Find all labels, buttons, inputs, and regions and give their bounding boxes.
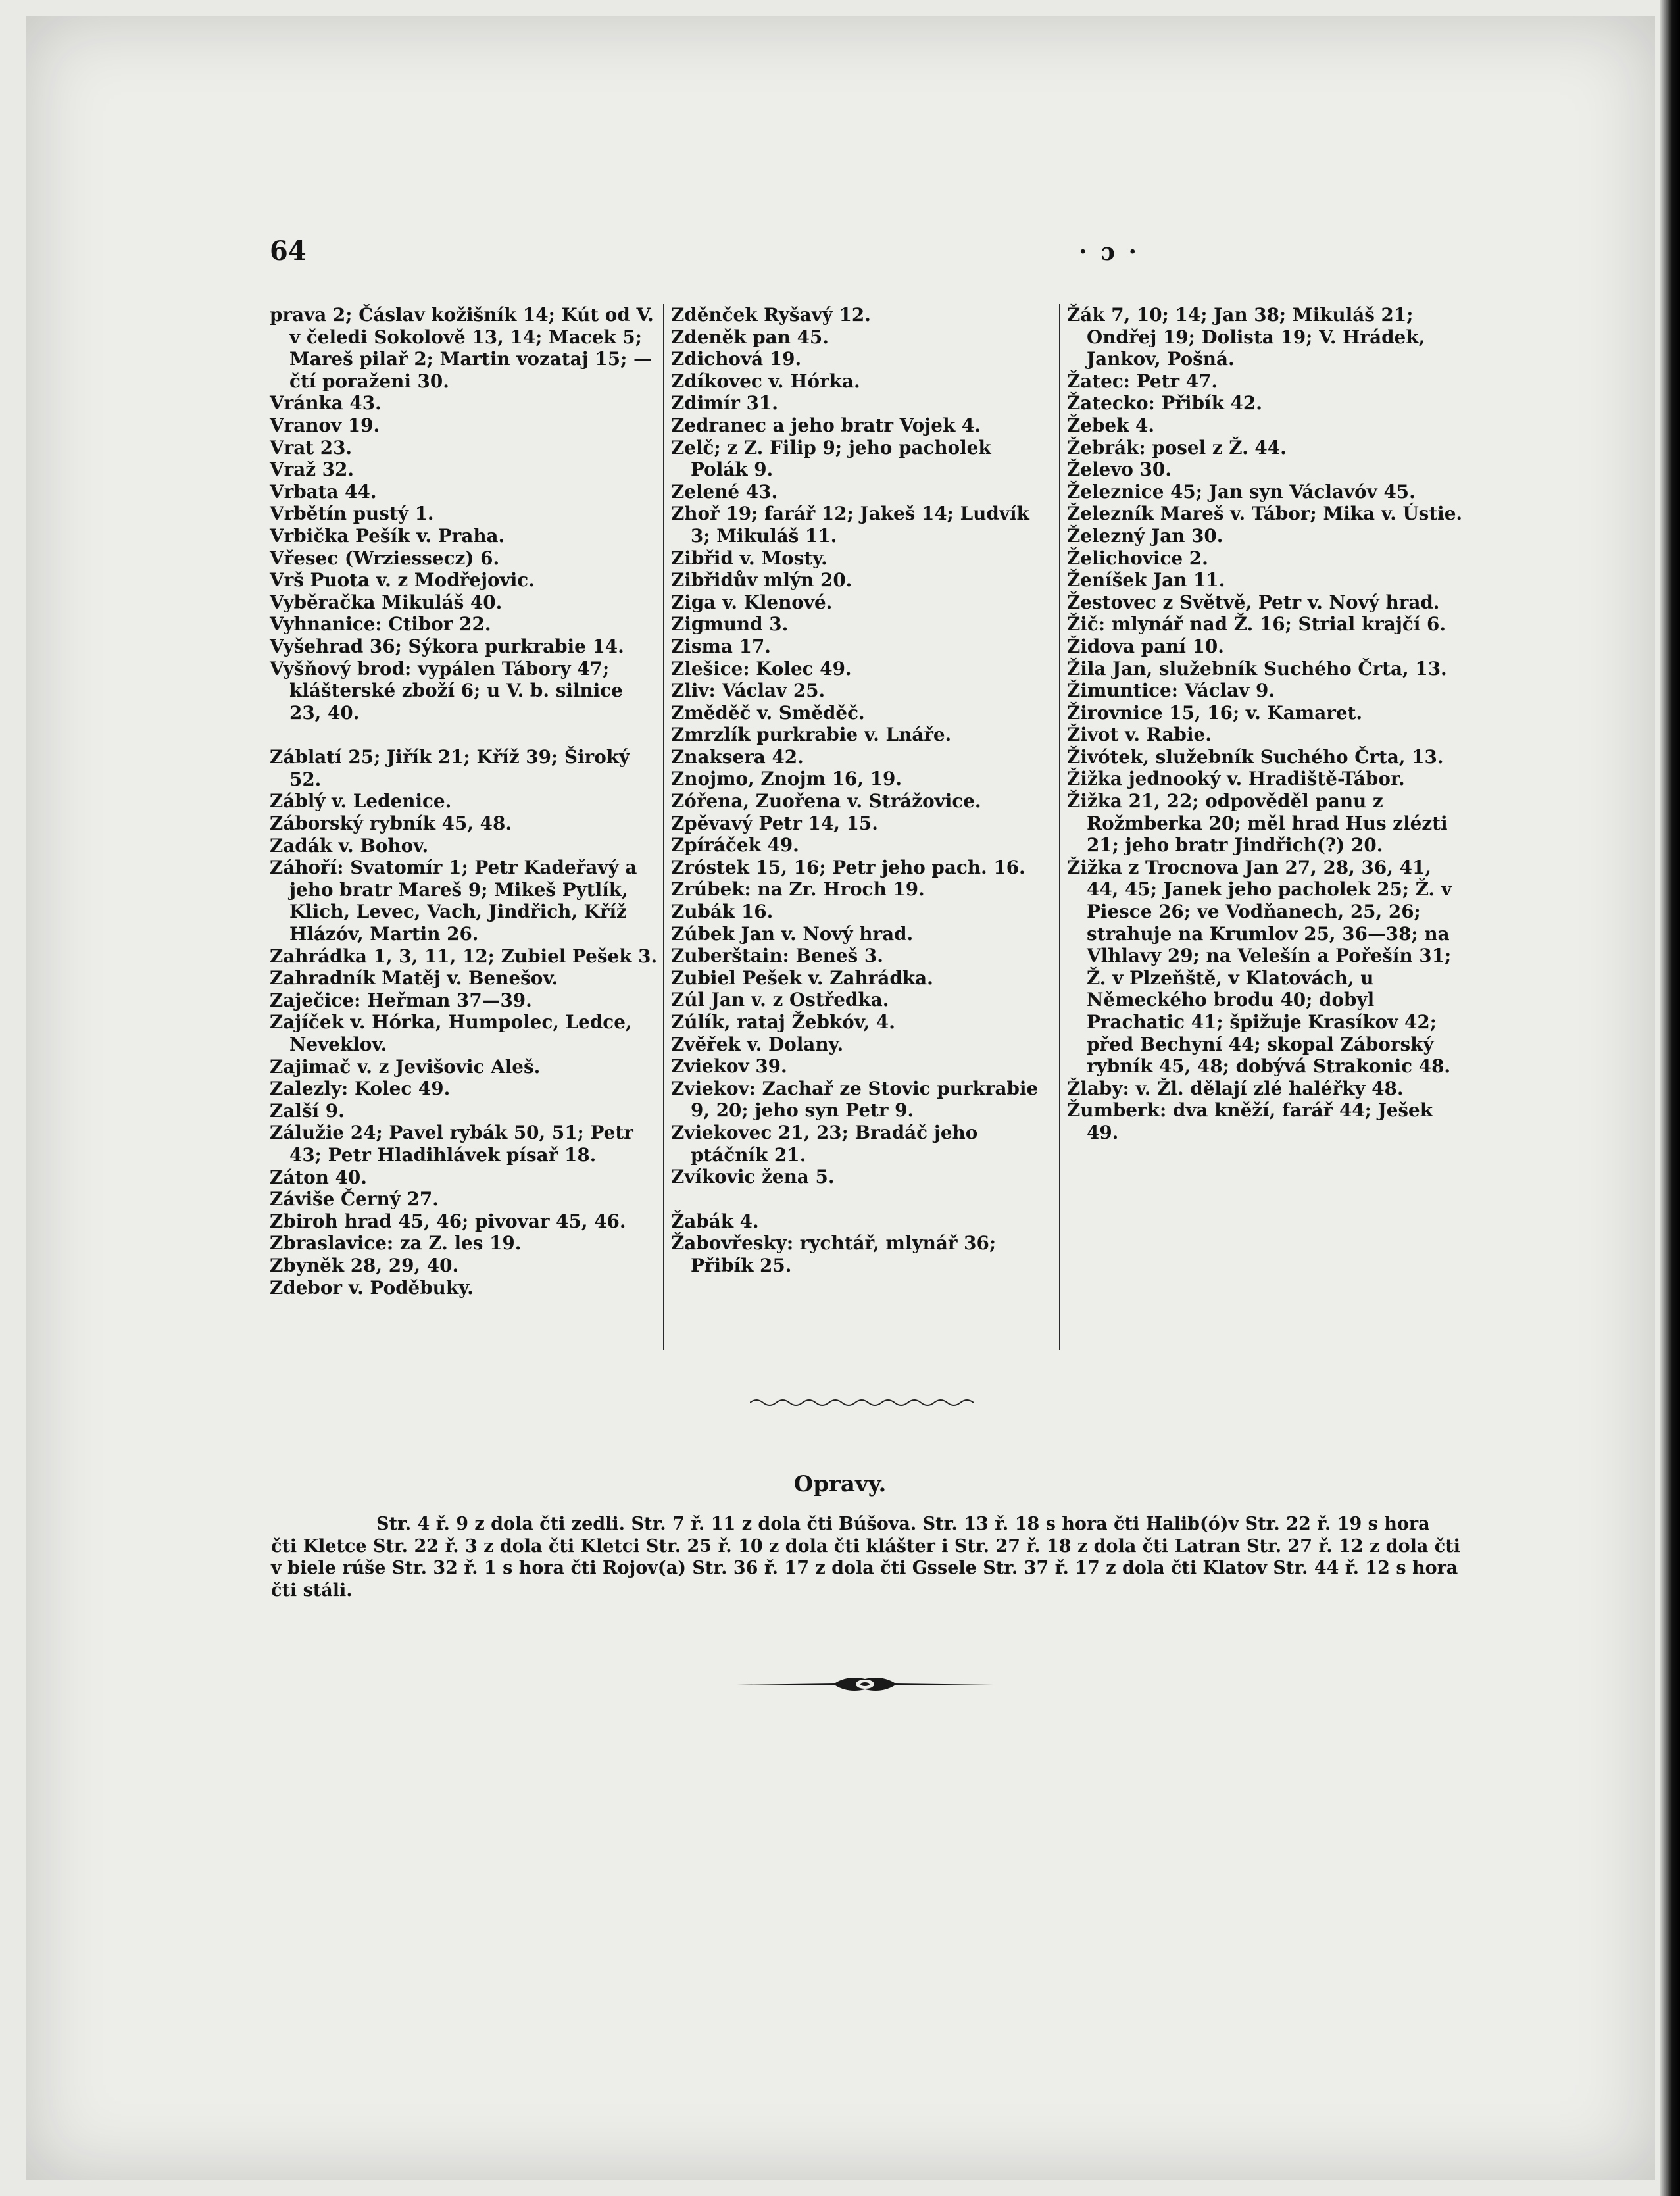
column-divider <box>1059 304 1060 1350</box>
index-entry: Žatec: Petr 47. <box>1067 370 1218 392</box>
index-entry: Záblatí 25; Jiřík 21; Kříž 39; Široký 52. <box>270 746 630 790</box>
index-entry: Žižka z Trocnova Jan 27, 28, 36, 41, 44, 45; Janek jeho pacholek 25; Ž. v Piesce 26; ve Vodňanech, 25, 26; strahuje na Krumlov 25, 36—38; na Vlhlavy 29; na Velešín a Pořešín 31; Ž. v Plzeňště, v Klatovách, u Německého brodu 40; dobyl Prachatic 41; špižuje Krasíkov 42; před Bechyní 44; skopal Záborský rybník 45, 48; dobývá Strakonic 48. <box>1067 856 1452 1078</box>
index-entry: Záton 40. <box>270 1166 367 1188</box>
index-entry: Žák 7, 10; 14; Jan 38; Mikuláš 21; Ondřej 19; Dolista 19; V. Hrádek, Jankov, Pošná. <box>1067 304 1425 370</box>
index-entry: Záhoří: Svatomír 1; Petr Kadeřavý a jeho bratr Mareš 9; Mikeš Pytlík, Klich, Levec, Vach, Jindřich, Kříž Hlázóv, Martin 26. <box>270 857 637 945</box>
index-entry: Zúbek Jan v. Nový hrad. <box>671 922 914 945</box>
index-entry: Vrbička Pešík v. Praha. <box>270 524 505 547</box>
index-column-3 <box>1067 304 1464 1144</box>
page-number: 64 <box>270 236 307 266</box>
index-entry: Zigmund 3. <box>671 613 789 636</box>
end-ornament <box>737 1671 993 1697</box>
index-entry: Žabák 4. <box>671 1210 759 1232</box>
index-entry: Zpíráček 49. <box>671 834 799 857</box>
index-column-2 <box>671 304 1052 1277</box>
index-entry: Ziga v. Klenové. <box>671 591 833 613</box>
index-entry: Zajimač v. z Jevišovic Aleš. <box>270 1055 541 1078</box>
index-entry: Vřesec (Wrziessecz) 6. <box>270 547 500 569</box>
index-entry: Znaksera 42. <box>671 745 804 768</box>
index-entry: Záborský rybník 45, 48. <box>270 812 512 835</box>
index-entry: Vranov 19. <box>270 414 380 436</box>
index-entry: Žižka jednooký v. Hradiště-Tábor. <box>1067 768 1405 790</box>
index-entry: Žila Jan, služebník Suchého Črta, 13. <box>1067 657 1447 680</box>
index-entry: Zrúbek: na Zr. Hroch 19. <box>671 878 925 901</box>
column-divider <box>663 304 664 1350</box>
index-entry: Zbyněk 28, 29, 40. <box>270 1254 459 1276</box>
index-entry: Zahrádka 1, 3, 11, 12; Zubiel Pešek 3. <box>270 945 658 967</box>
index-entry: Zálužie 24; Pavel rybák 50, 51; Petr 43; Petr Hladihlávek písař 18. <box>270 1122 633 1166</box>
index-entry: Ženíšek Jan 11. <box>1067 569 1225 591</box>
index-entry: Zhoř 19; farář 12; Jakeš 14; Ludvík 3; Mikuláš 11. <box>671 503 1029 547</box>
index-entry: Vyšehrad 36; Sýkora purkrabie 14. <box>270 635 624 657</box>
index-entry: Zvíkovic žena 5. <box>671 1166 835 1188</box>
index-entry: Vrbata 44. <box>270 480 377 503</box>
index-entry: Zahradník Matěj v. Benešov. <box>270 967 558 989</box>
header-ornament: · ɔ · <box>1079 238 1140 266</box>
corrections-text: Str. 4 ř. 9 z dola čti zedli. Str. 7 ř. 11 z dola čti Búšova. Str. 13 ř. 18 s hora čti Halib(ó)v Str. 22 ř. 19 s hora čti Kletce Str. 22 ř. 3 z dola čti Kletci Str. 25 ř. 10 z dola čti klášter i Str. 27 ř. 18 z dola čti Latran Str. 27 ř. 12 z dola čti v biele rúše Str. 32 ř. 1 s hora čti Rojov(a) Str. 36 ř. 17 z dola čti Gssele Str. 37 ř. 17 z dola čti Klatov Str. 44 ř. 12 s hora čti stáli. <box>271 1514 1460 1601</box>
index-entry: Žebrák: posel z Ž. 44. <box>1067 436 1287 459</box>
index-entry: Železník Mareš v. Tábor; Mika v. Ústie. <box>1067 503 1463 525</box>
index-entry: Zbiroh hrad 45, 46; pivovar 45, 46. <box>270 1210 626 1232</box>
index-entry: Žumberk: dva kněží, farář 44; Ješek 49. <box>1067 1099 1433 1143</box>
index-entry: Zviekovec 21, 23; Bradáč jeho ptáčník 21. <box>671 1121 978 1166</box>
index-entry: prava 2; Čáslav kožišník 14; Kút od V. v čeledi Sokolově 13, 14; Macek 5; Mareš pilař 2; Martin vozataj 15; — čtí poraženi 30. <box>270 304 654 392</box>
index-entry: Zdebor v. Poděbuky. <box>270 1276 474 1299</box>
index-entry: Vyhnanice: Ctibor 22. <box>270 613 491 636</box>
index-entry: Zdimír 31. <box>671 392 778 414</box>
index-entry: Žimuntice: Václav 9. <box>1067 680 1275 702</box>
index-entry: Žatecko: Přibík 42. <box>1067 392 1262 414</box>
index-entry: Židova paní 10. <box>1067 635 1224 657</box>
corrections-title: Opravy. <box>793 1471 887 1497</box>
index-entry: Zvěřek v. Dolany. <box>671 1033 844 1055</box>
index-entry: Zajíček v. Hórka, Humpolec, Ledce, Neveklov. <box>270 1011 632 1055</box>
index-entry: Železný Jan 30. <box>1067 524 1223 547</box>
index-entry: Znojmo, Znojm 16, 19. <box>671 768 902 790</box>
index-entry: Zedranec a jeho bratr Vojek 4. <box>671 414 981 436</box>
index-entry: Žižka 21, 22; odpověděl panu z Rožmberka 20; měl hrad Hus zlézti 21; jeho bratr Jindřich(?) 20. <box>1067 790 1448 857</box>
index-entry: Žič: mlynář nad Ž. 16; Strial krajčí 6. <box>1067 613 1446 636</box>
index-entry: Zdichová 19. <box>671 348 802 370</box>
index-entry: Zmrzlík purkrabie v. Lnáře. <box>671 724 952 746</box>
index-entry: Zlešice: Kolec 49. <box>671 657 852 680</box>
index-entry: Zelč; z Z. Filip 9; jeho pacholek Polák 9. <box>671 436 991 481</box>
index-entry: Želevo 30. <box>1067 459 1172 481</box>
index-entry: Žebek 4. <box>1067 414 1155 436</box>
index-entry: Želichovice 2. <box>1067 547 1208 569</box>
index-entry: Zviekov: Zachař ze Stovic purkrabie 9, 20; jeho syn Petr 9. <box>671 1077 1039 1122</box>
index-entry: Zalší 9. <box>270 1099 345 1122</box>
index-entry: Zibřidův mlýn 20. <box>671 569 852 591</box>
index-entry: Zbraslavice: za Z. les 19. <box>270 1232 522 1255</box>
index-entry: Vyšňový brod: vypálen Tábory 47; klášterské zboží 6; u V. b. silnice 23, 40. <box>270 657 623 724</box>
wavy-divider <box>750 1396 974 1409</box>
index-entry: Zpěvavý Petr 14, 15. <box>671 812 878 834</box>
index-entry: Zdeněk pan 45. <box>671 326 829 348</box>
index-entry: Žabovřesky: rychtář, mlynář 36; Přibík 25. <box>671 1232 997 1276</box>
index-entry: Zděnček Ryšavý 12. <box>671 304 871 326</box>
index-entry: Zliv: Václav 25. <box>671 680 826 702</box>
page-edge-shadow <box>1660 0 1680 2196</box>
index-entry: Záblý v. Ledenice. <box>270 790 452 812</box>
index-entry: Živótek, služebník Suchého Črta, 13. <box>1067 745 1444 768</box>
index-entry: Vrat 23. <box>270 436 353 459</box>
index-entry: Vyběračka Mikuláš 40. <box>270 591 503 613</box>
index-entry: Zubák 16. <box>671 901 774 923</box>
index-entry: Zviekov 39. <box>671 1055 787 1078</box>
index-entry: Zelené 43. <box>671 480 778 503</box>
index-entry: Zaječice: Heřman 37—39. <box>270 989 532 1011</box>
index-entry: Zúlík, rataj Žebkóv, 4. <box>671 1011 895 1033</box>
index-entry: Zadák v. Bohov. <box>270 834 429 857</box>
index-entry: Zubiel Pešek v. Zahrádka. <box>671 966 933 989</box>
index-entry: Zdíkovec v. Hórka. <box>671 370 860 392</box>
index-entry: Záviše Černý 27. <box>270 1188 439 1210</box>
index-entry: Žirovnice 15, 16; v. Kamaret. <box>1067 701 1363 724</box>
index-entry: Zóřena, Zuořena v. Strážovice. <box>671 790 981 812</box>
index-entry: Žlaby: v. Žl. dělají zlé haléřky 48. <box>1067 1077 1404 1099</box>
index-entry: Zibřid v. Mosty. <box>671 547 828 569</box>
index-entry: Vrš Puota v. z Modřejovic. <box>270 569 535 591</box>
index-entry: Život v. Rabie. <box>1067 724 1212 746</box>
index-entry: Změděč v. Směděč. <box>671 701 865 724</box>
index-column-1 <box>270 304 658 1299</box>
index-entry: Zúl Jan v. z Ostředka. <box>671 989 889 1011</box>
index-entry: Žestovec z Světvě, Petr v. Nový hrad. <box>1067 591 1440 613</box>
index-entry: Vrbětín pustý 1. <box>270 503 434 525</box>
index-entry: Vraž 32. <box>270 459 355 481</box>
index-entry: Železnice 45; Jan syn Václavóv 45. <box>1067 480 1416 503</box>
index-entry: Zisma 17. <box>671 635 771 657</box>
index-entry: Zróstek 15, 16; Petr jeho pach. 16. <box>671 856 1025 878</box>
index-entry: Zuberštain: Beneš 3. <box>671 945 883 967</box>
index-entry: Zalezly: Kolec 49. <box>270 1078 451 1100</box>
index-entry: Vránka 43. <box>270 392 382 414</box>
